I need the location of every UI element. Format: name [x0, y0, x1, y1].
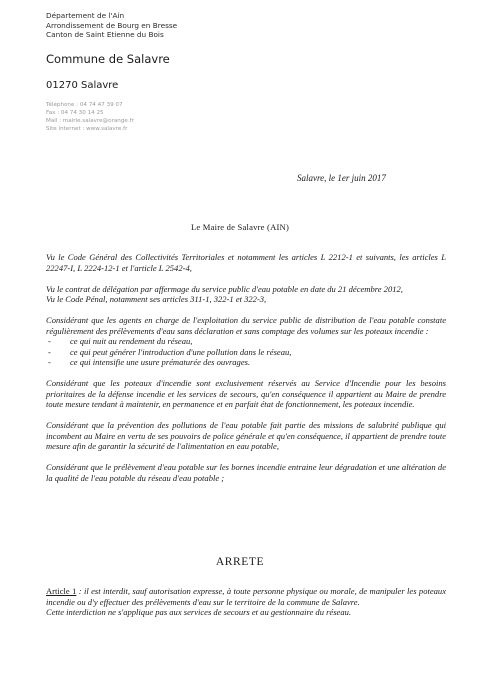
list-item: - ce qui nuit au rendement du réseau,: [46, 336, 446, 347]
canton-line: Canton de Saint Etienne du Bois: [46, 30, 164, 40]
letterhead: [46, 11, 246, 134]
mayor-heading: Le Maire de Salavre (AIN): [190, 222, 290, 232]
arrondissement-line: Arrondissement de Bourg en Bresse: [46, 20, 178, 30]
article-1: [46, 586, 446, 618]
consequences-list: [46, 336, 446, 368]
considerant-poteaux: Considérant que les poteaux d'incendie sont exclusivement réservés au Service d'Incendie pour les besoins prioritaires de la défense incendie et les services de secours, qu'en conséquence il appartient au Maire de prendre toute mesure tendant à maintenir, en permanence et en parfait état de fonctionnement, les poteaux incendie.: [46, 378, 446, 409]
vu-code-penal: Vu le Code Pénal, notamment ses articles 311-1, 322-1 et 322-3,: [46, 294, 267, 304]
fax-line: Fax : 04 74 30 14 25: [46, 109, 104, 116]
considerant-prevention: Considérant que la prévention des pollutions de l'eau potable fait partie des missions de salubrité publique qui incombent au Maire en vertu de ses pouvoirs de police générale et qu'en conséquence, il appartient de prendre toute mesure afin de garantir la sécurité de l'alimentation en eau potable,: [46, 420, 446, 451]
website-line: Site internet : www.salavre.fr: [46, 126, 128, 133]
list-item: - ce qui intensifie une usure prématurée des ouvrages.: [46, 357, 446, 368]
document-body: [46, 252, 446, 494]
department-line: Département de l'Ain: [46, 11, 125, 20]
contact-block: [46, 101, 246, 134]
vu-code-general: Vu le Code Général des Collectivités Territoriales et notamment les articles L 2212-1 et suivants, les articles L 22247-I, L 2224-12-1 et l'article L 2542-4,: [46, 252, 446, 273]
article-note: Cette interdiction ne s'applique pas aux services de secours et au gestionnaire du réseau.: [46, 607, 352, 617]
email-line: Mail : mairie.salavre@orange.fr: [46, 118, 134, 125]
article-label: Article 1: [46, 586, 77, 596]
vu-contrat: Vu le contrat de délégation par affermage du service public d'eau potable en date du 21 décembre 2012,: [46, 283, 403, 294]
phone-line: Téléphone : 04 74 47 39 07: [46, 101, 123, 108]
article-text: : il est interdit, sauf autorisation expresse, à toute personne physique ou morale, de manipuler les poteaux incendie ou d'y effectuer des prélèvements d'eau sur le territoire de la commune de Salavre.: [46, 586, 446, 607]
postal-address: 01270 Salavre: [46, 79, 119, 91]
document-date: Salavre, le 1er juin 2017: [297, 173, 386, 183]
considerant-prelevements: Considérant que les agents en charge de l'exploitation du service public de distribution de l'eau potable constate régulièrement des prélèvements d'eau sans déclaration et sans comptage des volumes sur les poteaux incendie :: [46, 315, 446, 336]
considerant-degradation: Considérant que le prélèvement d'eau potable sur les bornes incendie entraine leur dégradation et une altération de la qualité de l'eau potable du réseau d'eau potable ;: [46, 462, 446, 483]
commune-name: Commune de Salavre: [46, 51, 170, 66]
list-item: - ce qui peut générer l'introduction d'une pollution dans le réseau,: [46, 347, 446, 358]
arrete-title: ARRETE: [215, 556, 265, 568]
